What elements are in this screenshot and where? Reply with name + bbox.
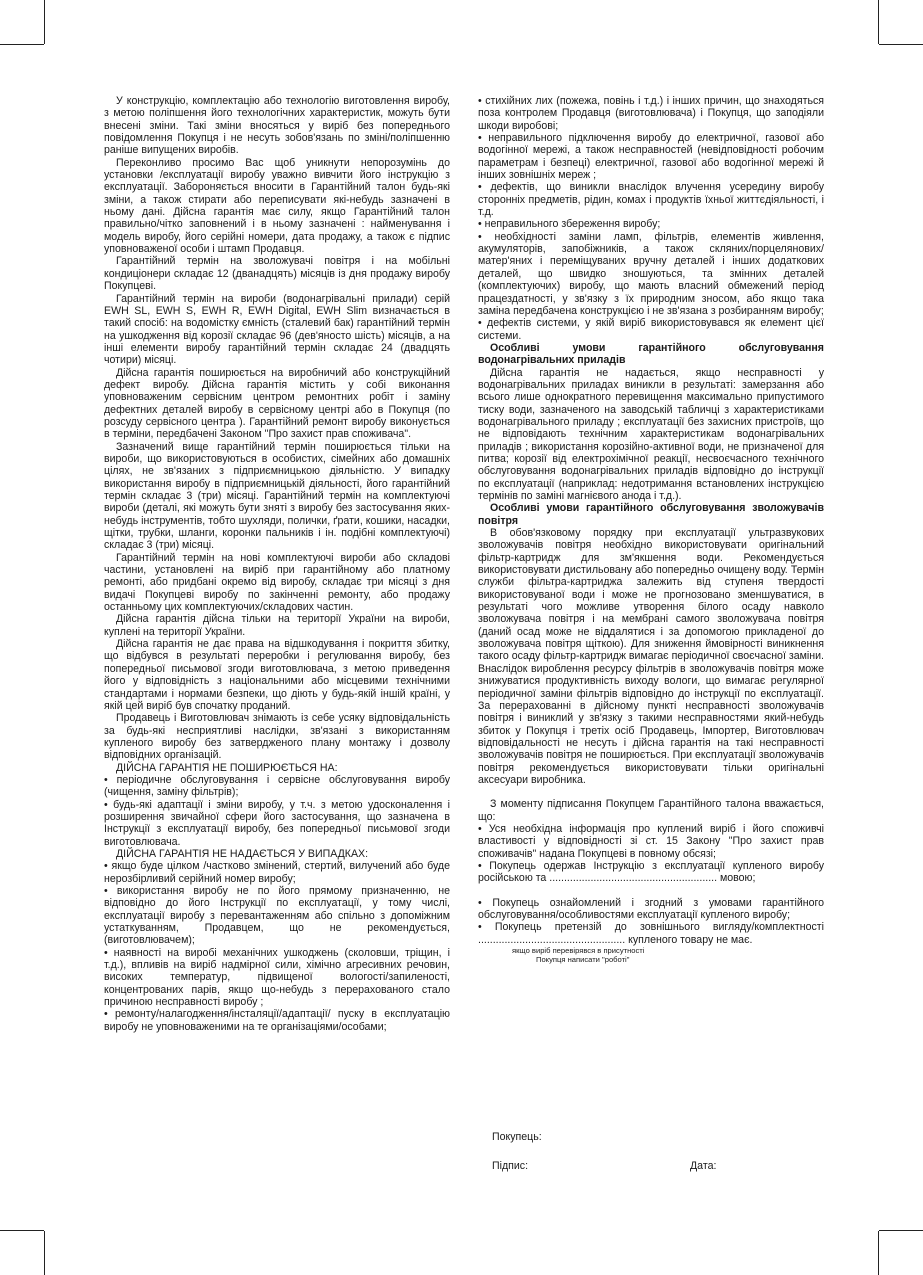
bullet-item: • неправильного підключення виробу до електричної, газової або водогінної мережі, а також несправностей (невідповідності робочим параметрам і безпеці) електричної, газової або водогінної мережі й інших зовнішніх мереж ; xyxy=(478,132,824,182)
bullet-item: • дефектів системи, у якій виріб використовувався як елемент цієї системи. xyxy=(478,317,824,342)
bullet-item: • використання виробу не по його прямому призначенню, не відповідно до його Інструкції по експлуатації, у тому числі, експлуатації виробу з перевантаженням або спільно з допоміжним устаткуванням, Продавцем, що не рекомендується, (виготовлювачем); xyxy=(104,885,450,947)
paragraph: Дійсна гарантія поширюється на виробничий або конструкційний дефект виробу. Дійсна гарантія містить у собі виконання уповноваженим сервісним центром ремонтних робіт і заміну дефектних деталей виробу в сервісному центрі або в Покупця (по розсуду сервісного центра ). Гарантійний ремонт виробу виконується в терміни, передбачені Законом "Про захист прав споживача". xyxy=(104,366,450,441)
bullet-item: • періодичне обслуговування і сервісне обслуговування виробу (чищення, заміну фільтрів); xyxy=(104,773,450,799)
bullet-item: • стихійних лих (пожежа, повінь і т.д.) і інших причин, що знаходяться поза контролем Продавця (виготовлювача) і Покупця, що заподіяли шкоди виробові; xyxy=(478,95,824,132)
bullet-item: • Покупець ознайомлений і згодний з умовами гарантійного обслуговування/особливостями експлуатації купленого виробу; xyxy=(478,896,824,921)
bullet-item: • якщо буде цілком /частково змінений, стертий, вилучений або буде нерозбірливий серійний номер виробу; xyxy=(104,860,450,885)
section-heading: Особливі умови гарантійного обслуговування зволожувачів повітря xyxy=(478,502,824,527)
section-heading: Особливі умови гарантійного обслуговування водонагрівальних приладів xyxy=(478,341,824,367)
crop-mark xyxy=(878,1231,879,1275)
left-column xyxy=(104,95,450,1033)
crop-mark xyxy=(0,1230,44,1231)
crop-mark xyxy=(879,44,923,45)
paragraph: Дійсна гарантія не дає права на відшкодування і покриття збитку, що відбувся в результаті переробки і регулювання виробу, без попередньої письмової згоди виготовлювача, з метою приведення його у відповідність з національними або місцевими технічними стандартами і нормами безпеки, що діють у будь-якій іншій країні, у якій цей виріб був спочатку проданий. xyxy=(104,638,450,712)
bullet-item: • ремонту/налагодження/інсталяції/адаптації/ пуску в експлуатацію виробу не уповноваженими на те організаціями/особами; xyxy=(104,1008,450,1033)
paragraph: Гарантійний термін на нові комплектуючі вироби або складові частини, установлені на виріб при гарантійному або платному ремонті, або придбані окремо від виробу, складає три місяці з дня видачі Покупцеві виробу по закінченні ремонту, або продажу останньому цих комплектуючих/складових частин. xyxy=(104,551,450,614)
paragraph: Переконливо просимо Вас щоб уникнути непорозумінь до установки /експлуатації виробу уважно вивчити його інструкцію з експлуатації. Забороняється вносити в Гарантійний талон будь-які зміни, а також стирати або переписувати які-небудь зазначені в ньому дані. Дійсна гарантія має силу, якщо Гарантійний талон правильно/чітко заповнений і в ньому зазначені : найменування і модель виробу, його серійні номери, дата продажу, а також є підпис уповноваженої особи і штамп Продавця. xyxy=(104,156,450,256)
footnote: Покупця написати "роботі" xyxy=(536,955,630,965)
paragraph: З моменту підписання Покупцем Гарантійного талона вважається, що: xyxy=(478,798,824,823)
paragraph: Продавець і Виготовлювач знімають із себе усяку відповідальність за будь-які несприятливі наслідки, зв'язані з використанням купленого виробу без затвердженого плану монтажу і дозволу відповідних організацій. xyxy=(104,712,450,762)
right-column xyxy=(478,95,824,964)
signature-label: Підпис: xyxy=(492,1160,529,1172)
bullet-item: • наявності на виробі механічних ушкоджень (сколовши, тріщин, і т.д.), впливів на виріб надмірної сили, хімічно агресивних речовин, високих температур, підвищеної вологості/запиленості, концентрованих парів, якщо що-небудь з перерахованого стало причиною несправності виробу ; xyxy=(104,946,450,1009)
buyer-label: Покупець: xyxy=(492,1131,542,1143)
bullet-item: • дефектів, що виникли внаслідок влучення усередину виробу сторонніх предметів, рідин, комах і продуктів їхньої життєдіяльності, і т.д. xyxy=(478,181,824,219)
paragraph: Гарантійний термін на вироби (водонагрівальні прилади) серій EWH SL, EWH S, EWH R, EWH Digital, EWH Slim визначається в такий спосіб: на водомістку ємність (сталевий бак) гарантійний термін на ушкодження від корозії складає 96 (дев'яносто шість) місяців, а на інші елементи виробу гарантійний термін складає 24 (двадцять чотири) місяці. xyxy=(104,292,450,367)
footnote: якщо виріб перевірявся в присутності xyxy=(512,946,645,956)
crop-mark xyxy=(879,1230,923,1231)
paragraph: Зазначений вище гарантійний термін поширюється тільки на вироби, що використовуються в особистих, сімейних або домашніх цілях, не зв'язаних з підприємницькою діяльністю. У випадку використання виробу в підприємницькій діяльності, його гарантійний термін складає 3 (три) місяці. Гарантійний термін на комплектуючі вироби (деталі, які можуть бути зняті з виробу без застосування яких-небудь інструментів, тобто шухляди, полички, ґрати, кошики, насадки, щітки, трубки, шланги, коронки пальників і ін. подібні комплектуючі) складає 3 (три) місяці. xyxy=(104,440,450,552)
bullet-item: • необхідності заміни ламп, фільтрів, елементів живлення, акумуляторів, запобіжників, а також скляних/порцелянових/матер'яних і переміщуваних вручну деталей і інших додаткових деталей, що швидко зношуються, та змінних деталей (комплектуючих) виробу, що мають власний обмежений період працездатності, у зв'язку з їх природним зносом, або якщо така заміна передбачена конструкцією і не зв'язана з розбиранням виробу; xyxy=(478,230,824,317)
crop-mark xyxy=(44,0,45,44)
crop-mark xyxy=(878,0,879,44)
paragraph: У конструкцію, комплектацію або технологію виготовлення виробу, з метою поліпшення його технологічних характеристик, можуть бути внесені зміни. Такі зміни вносяться у виріб без попереднього повідомлення Покупця і не несуть зобов'язань по зміні/поліпшенню раніше випущених виробів. xyxy=(104,95,450,157)
paragraph: В обов'язковому порядку при експлуатації ультразвукових зволожувачів повітря необхідно використовувати оригінальний фільтр-картридж для зм'якшення води. Рекомендується використовувати дистильовану або попередньо очищену воду. Термін служби фільтра-картриджа залежить від ступеня твердості використовуваної води і може не прогнозовано зменшуватися, в результаті чого можливе утворення білого осаду навколо зволожувача повітря і на мембрані самого зволожувача повітря (даний осад може не віддалятися і за допомогою прикладеної до зволожувача повітря щіткою). Для зниження ймовірності виникнення такого осаду фільтр-картридж вимагає періодичної своєчасної заміни. Внаслідок вироблення ресурсу фільтрів в зволожувачів повітря може знижуватися продуктивність виходу вологи, що вимагає регулярної періодичної заміни фільтрів відповідно до інструкції по експлуатації. За перерахованні в дійсному пункті несправності зволожувачів повітря і виниклий у зв'язку з такими несправностями який-небудь збиток у Покупця і третіх осіб Продавець, Імпортер, Виготовлювач відповідальності не несуть і дійсна гарантія на такі несправності зволожувачів повітря не поширюється. При експлуатації зволожувачів повітря рекомендується використовувати тільки оригінальні аксесуари виробника. xyxy=(478,527,824,786)
paragraph: ДІЙСНА ГАРАНТІЯ НЕ ПОШИРЮЄТЬСЯ НА: xyxy=(116,761,338,774)
paragraph: Гарантійний термін на зволожувачі повітря і на мобільні кондиціонери складає 12 (дванадцять) місяців із дня продажу виробу Покупцеві. xyxy=(104,255,450,293)
bullet-item: • будь-які адаптації і зміни виробу, у т.ч. з метою удосконалення і розширення звичайної сфери його застосування, що зазначена в Інструкції з експлуатації виробу, без попередньої письмової згоди виготовлювача. xyxy=(104,798,450,848)
paragraph: Дійсна гарантія не надається, якщо несправності у водонагрівальних приладах виникли в результаті: замерзання або всього лише однократного перевищення максимально припустимого тиску води, зазначеного на заводській табличці з характеристиками водонагрівального приладу ; експлуатації без захисних пристроїв, що не відповідають технічним характеристикам водонагрівальних приладів ; використання корозійно-активної води, не призначеної для питва; корозії від електрохімічної реакції, несвоєчасного технічного обслуговування водонагрівальних приладів відповідно до інструкції по експлуатації (наприклад: недотримання встановлених інструкцією термінів по заміні магнієвого анода і т.д.). xyxy=(478,366,824,502)
bullet-item: • Уся необхідна інформація про куплений виріб і його споживчі властивості у відповідності зі ст. 15 Закону "Про захист прав споживачів" надана Покупцеві в повному обсязі; xyxy=(478,822,824,860)
bullet-item: • Покупець одержав Інструкцію з експлуатації купленого виробу російською та ......................................................... мовою; xyxy=(478,859,824,885)
date-label: Дата: xyxy=(690,1160,717,1172)
bullet-item: • неправильного збереження виробу; xyxy=(478,218,661,231)
crop-mark xyxy=(44,1231,45,1275)
paragraph: ДІЙСНА ГАРАНТІЯ НЕ НАДАЄТЬСЯ У ВИПАДКАХ: xyxy=(116,847,369,860)
bullet-item: • Покупець претензій до зовнішнього вигляду/комплектності .................................................. купленого товару не має. xyxy=(478,921,824,946)
crop-mark xyxy=(0,44,44,45)
paragraph: Дійсна гарантія дійсна тільки на території України на вироби, куплені на території України. xyxy=(104,613,450,638)
